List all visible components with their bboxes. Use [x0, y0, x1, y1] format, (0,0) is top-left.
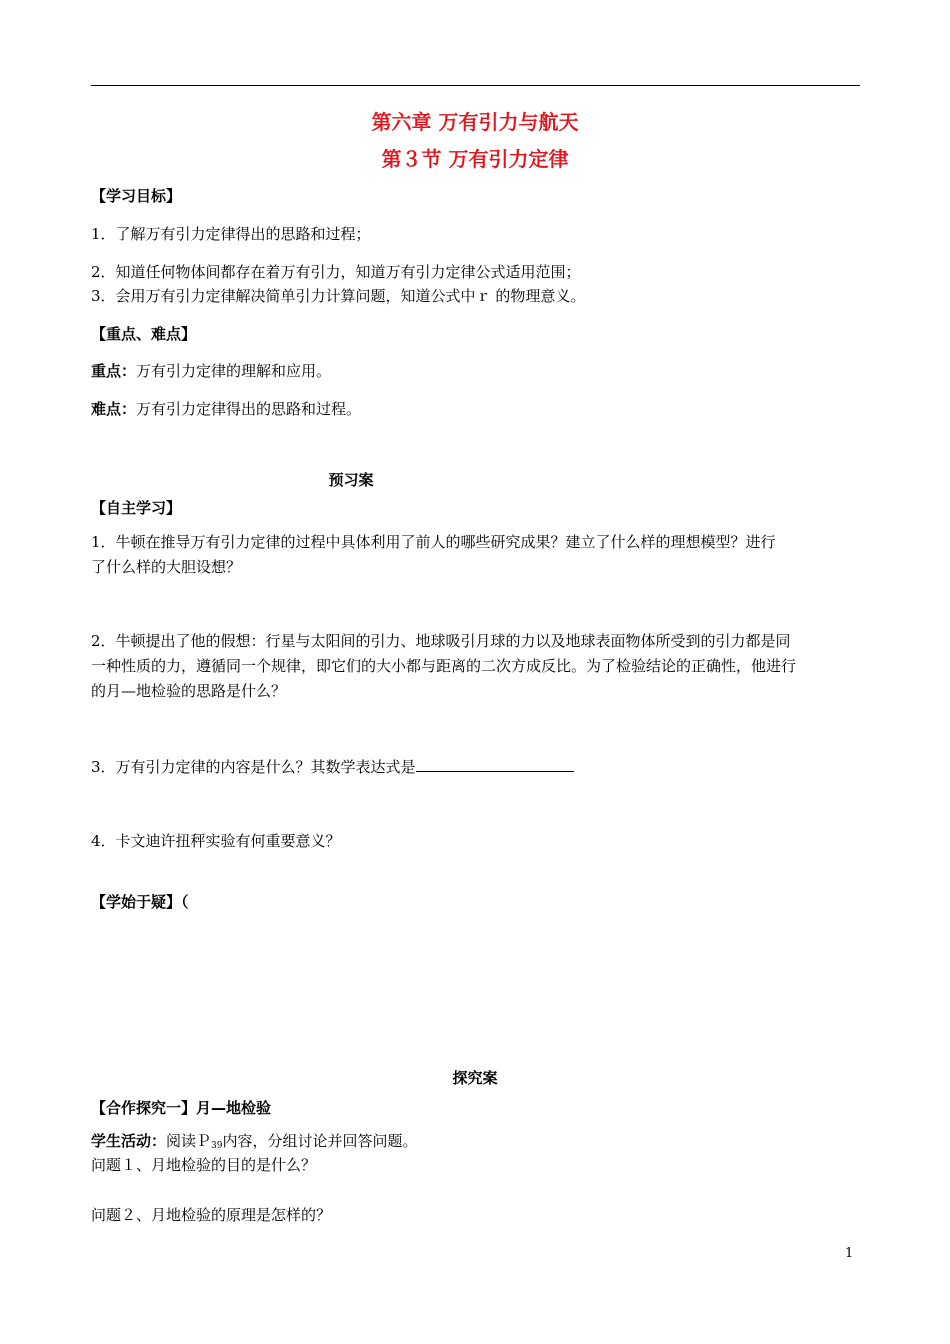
question-1-line-1: 1．牛顿在推导万有引力定律的过程中具体利用了前人的哪些研究成果？建立了什么样的理想模型？进行 [91, 533, 776, 551]
student-activity [91, 1131, 418, 1156]
key-label: 重点： [91, 362, 137, 380]
question-2-line-2: 一种性质的力，遵循同一个规律，即它们的大小都与距离的二次方成反比。为了检验结论的正确性，他进行 [91, 657, 797, 675]
self-study-heading: 【自主学习】 [91, 499, 182, 517]
section-title: 第３节 万有引力定律 [381, 147, 569, 171]
objective-item-3: 3．会用万有引力定律解决简单引力计算问题，知道公式中ｒ 的物理意义。 [91, 287, 586, 305]
explore-heading: 探究案 [452, 1069, 498, 1087]
header-rule [91, 85, 860, 86]
question-4: 4．卡文迪许扭秤实验有何重要意义？ [91, 832, 341, 850]
preview-heading: 预习案 [328, 471, 374, 489]
page-ref-sub: 39 [211, 1141, 223, 1151]
question-1-line-2: 了什么样的大胆设想？ [91, 558, 242, 576]
question-3-text: 3．万有引力定律的内容是什么？其数学表达式是 [91, 758, 416, 776]
answer-blank[interactable] [416, 757, 574, 772]
key-point [91, 361, 331, 381]
activity-text-before: 阅读Ｐ [166, 1132, 212, 1150]
question-3 [91, 757, 574, 777]
objectives-heading: 【学习目标】 [91, 187, 182, 205]
doubt-heading: 【学始于疑】（ [91, 893, 189, 911]
key-text: 万有引力定律的理解和应用。 [136, 362, 332, 380]
key-points-heading: 【重点、难点】 [91, 325, 197, 343]
problem-2: 问题２、月地检验的原理是怎样的？ [91, 1206, 332, 1224]
activity-text-after: 内容，分组讨论并回答问题。 [222, 1132, 418, 1150]
difficult-text: 万有引力定律得出的思路和过程。 [136, 400, 362, 418]
page-number: 1 [845, 1246, 854, 1261]
question-2-line-1: 2．牛顿提出了他的假想：行星与太阳间的引力、地球吸引月球的力以及地球表面物体所受到的引力都是同 [91, 632, 791, 650]
coop-heading: 【合作探究一】月—地检验 [91, 1099, 272, 1117]
difficult-label: 难点： [91, 400, 137, 418]
objective-item-2: 2．知道任何物体间都存在着万有引力，知道万有引力定律公式适用范围； [91, 263, 581, 281]
question-2-line-3: 的月—地检验的思路是什么？ [91, 682, 287, 700]
objective-item-1: 1．了解万有引力定律得出的思路和过程； [91, 225, 371, 243]
chapter-title: 第六章 万有引力与航天 [371, 110, 579, 134]
activity-label: 学生活动： [91, 1132, 167, 1150]
problem-1: 问题１、月地检验的目的是什么？ [91, 1156, 317, 1174]
difficult-point [91, 399, 361, 419]
